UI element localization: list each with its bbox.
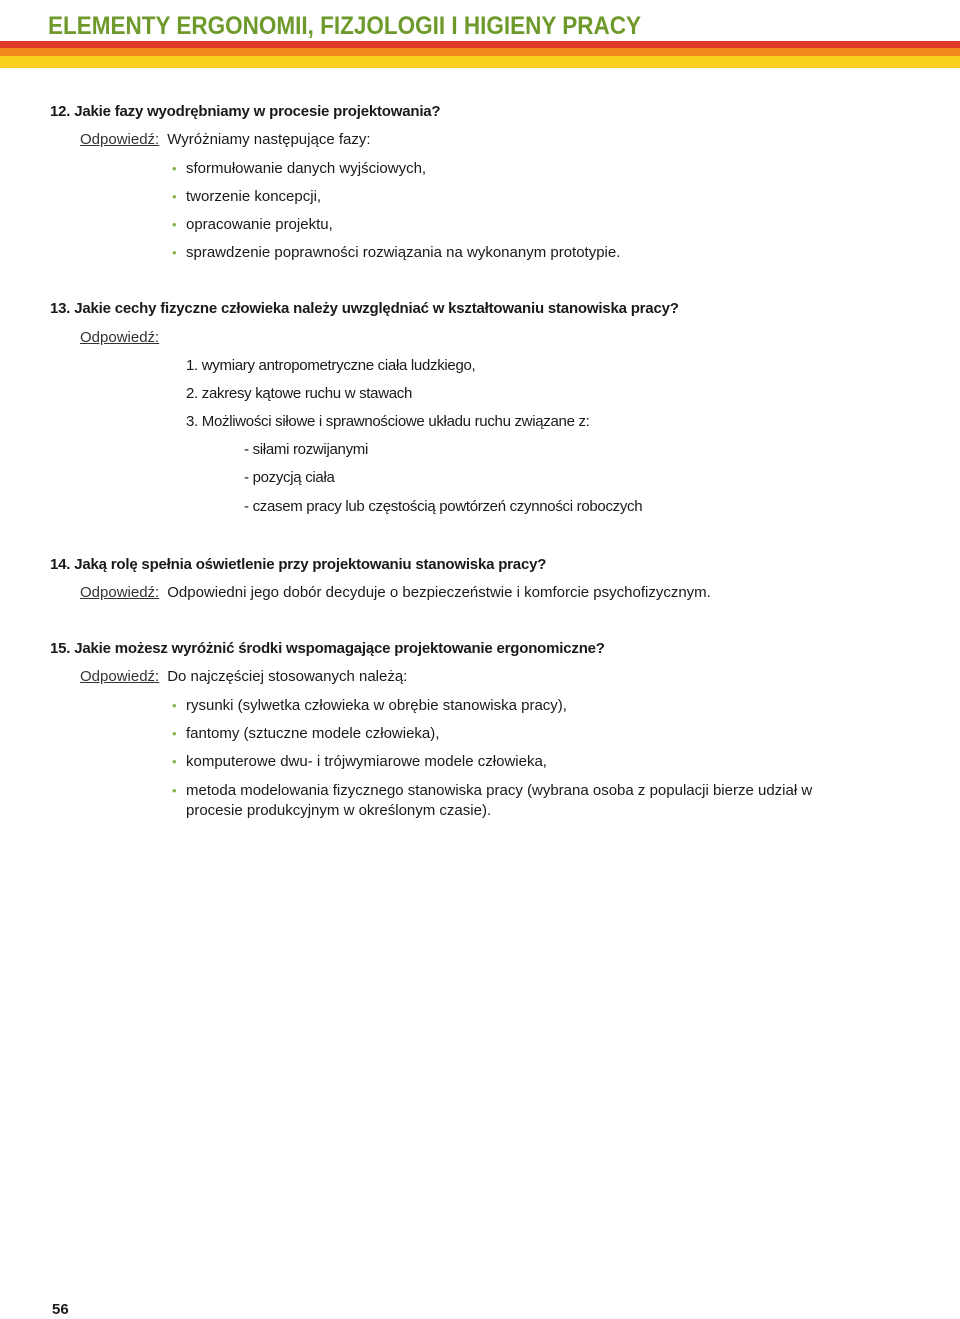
list-item: • sformułowanie danych wyjściowych, xyxy=(172,160,427,177)
answer-text: Wyróżniamy następujące fazy: xyxy=(167,131,371,148)
bullet-icon: • xyxy=(172,245,177,260)
sub-item: - siłami rozwijanymi xyxy=(244,441,369,458)
answer-label: Odpowiedź: xyxy=(80,131,160,148)
question-15-title: 15. Jakie możesz wyróżnić środki wspomagające projektowanie ergonomiczne? xyxy=(50,640,605,657)
sub-item: - pozycją ciała xyxy=(244,469,335,486)
bullet-icon: • xyxy=(172,754,177,769)
question-13-answer xyxy=(80,329,159,346)
answer-text: Do najczęściej stosowanych należą: xyxy=(167,668,408,685)
list-item: • metoda modelowania fizycznego stanowiska pracy (wybrana osoba z populacji bierze udział w procesie produkcyjnym w określonym czasie). xyxy=(172,782,813,819)
numbered-item: 3. Możliwości siłowe i sprawnościowe układu ruchu związane z: xyxy=(186,413,590,430)
bullet-icon: • xyxy=(172,783,177,798)
bullet-icon: • xyxy=(172,698,177,713)
answer-label: Odpowiedź: xyxy=(80,584,160,601)
bullet-icon: • xyxy=(172,726,177,741)
page-number: 56 xyxy=(52,1301,69,1318)
question-14-title: 14. Jaką rolę spełnia oświetlenie przy projektowaniu stanowiska pracy? xyxy=(50,556,547,573)
answer-text: Odpowiedni jego dobór decyduje o bezpieczeństwie i komforcie psychofizycznym. xyxy=(167,584,711,601)
list-item: • opracowanie projektu, xyxy=(172,216,333,233)
chapter-title: ELEMENTY ERGONOMII, FIZJOLOGII I HIGIENY PRACY xyxy=(48,12,641,40)
question-13-title: 13. Jakie cechy fizyczne człowieka należy uwzględniać w kształtowaniu stanowiska pracy? xyxy=(50,300,679,317)
numbered-item: 1. wymiary antropometryczne ciała ludzkiego, xyxy=(186,357,476,374)
header-stripe-orange xyxy=(0,48,960,56)
answer-label: Odpowiedź: xyxy=(80,329,160,346)
list-item: • sprawdzenie poprawności rozwiązania na wykonanym prototypie. xyxy=(172,244,621,261)
bullet-icon: • xyxy=(172,161,177,176)
question-15-answer xyxy=(80,668,407,685)
header-stripe-yellow xyxy=(0,56,960,68)
question-14-answer xyxy=(80,584,711,601)
header-stripe-red xyxy=(0,41,960,48)
question-12-answer xyxy=(80,131,371,148)
bullet-icon: • xyxy=(172,217,177,232)
sub-item: - czasem pracy lub częstością powtórzeń czynności roboczych xyxy=(244,498,643,515)
bullet-icon: • xyxy=(172,189,177,204)
list-item: • fantomy (sztuczne modele człowieka), xyxy=(172,725,440,742)
list-item: • komputerowe dwu- i trójwymiarowe modele człowieka, xyxy=(172,753,547,770)
question-12-title: 12. Jakie fazy wyodrębniamy w procesie projektowania? xyxy=(50,103,441,120)
list-item: • tworzenie koncepcji, xyxy=(172,188,322,205)
answer-label: Odpowiedź: xyxy=(80,668,160,685)
numbered-item: 2. zakresy kątowe ruchu w stawach xyxy=(186,385,413,402)
list-item: • rysunki (sylwetka człowieka w obrębie stanowiska pracy), xyxy=(172,697,567,714)
page-header xyxy=(0,0,960,68)
